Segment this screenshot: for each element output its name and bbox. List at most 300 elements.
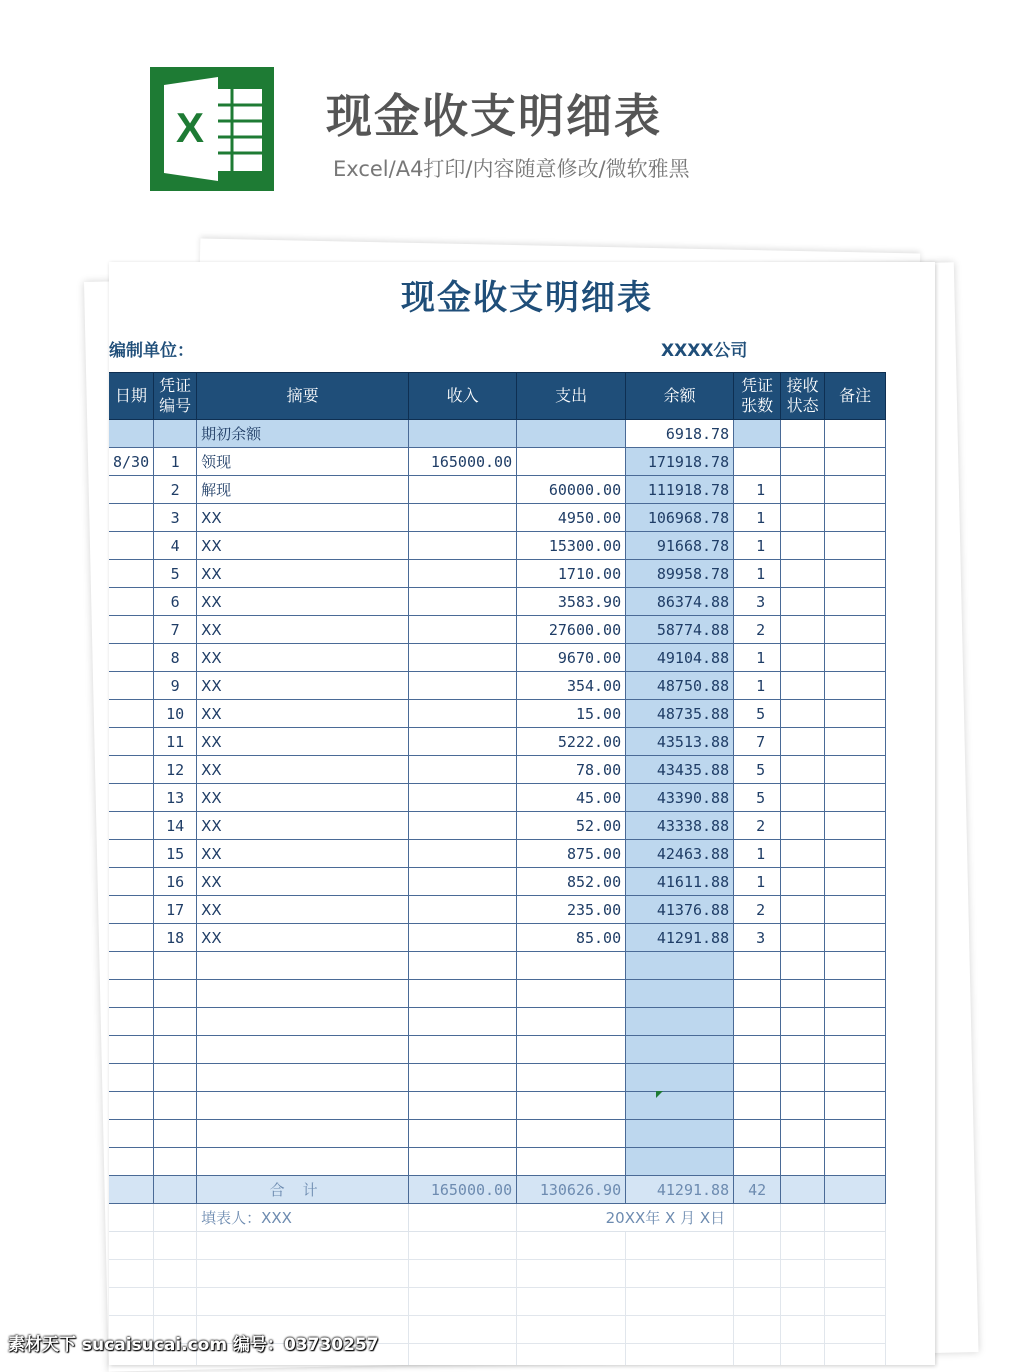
cell[interactable]	[517, 420, 626, 448]
date-cell[interactable]	[109, 700, 154, 728]
cell[interactable]	[409, 420, 517, 448]
cell[interactable]	[781, 644, 825, 672]
total-income-cell[interactable]: 165000.00	[409, 1176, 517, 1204]
no-cell[interactable]: 11	[154, 728, 197, 756]
cell[interactable]	[409, 1344, 517, 1366]
cell[interactable]	[626, 1092, 734, 1120]
cell[interactable]	[154, 1176, 197, 1204]
cell[interactable]	[409, 1036, 517, 1064]
count-cell[interactable]: 1	[734, 672, 781, 700]
cell[interactable]	[626, 1036, 734, 1064]
cell[interactable]	[626, 1260, 734, 1288]
cell[interactable]	[781, 616, 825, 644]
cell[interactable]	[517, 1092, 626, 1120]
cell[interactable]	[781, 1316, 825, 1344]
cell[interactable]	[109, 1008, 154, 1036]
cell[interactable]	[154, 1148, 197, 1176]
expense-cell[interactable]: 5222.00	[517, 728, 626, 756]
cell[interactable]	[825, 1036, 886, 1064]
date-cell[interactable]	[109, 504, 154, 532]
date-cell[interactable]	[109, 476, 154, 504]
cell[interactable]	[517, 1008, 626, 1036]
desc-cell[interactable]: XX	[197, 924, 409, 952]
cell[interactable]	[409, 1316, 517, 1344]
total-label-cell[interactable]: 合计	[197, 1176, 409, 1204]
cell[interactable]	[626, 1232, 734, 1260]
cell[interactable]	[197, 1232, 409, 1260]
no-cell[interactable]: 17	[154, 896, 197, 924]
cell[interactable]	[109, 1176, 154, 1204]
balance-cell[interactable]: 43390.88	[626, 784, 734, 812]
date-cell[interactable]	[109, 616, 154, 644]
cell[interactable]	[825, 1344, 886, 1366]
cell[interactable]	[517, 1316, 626, 1344]
cell[interactable]	[109, 1120, 154, 1148]
balance-cell[interactable]: 48735.88	[626, 700, 734, 728]
cell[interactable]	[409, 1064, 517, 1092]
desc-cell[interactable]: XX	[197, 756, 409, 784]
cell[interactable]	[197, 1148, 409, 1176]
cell[interactable]	[197, 1092, 409, 1120]
cell[interactable]	[781, 1008, 825, 1036]
desc-cell[interactable]: XX	[197, 700, 409, 728]
cell[interactable]	[825, 980, 886, 1008]
cell[interactable]	[781, 476, 825, 504]
count-cell[interactable]: 2	[734, 896, 781, 924]
cell[interactable]	[781, 448, 825, 476]
cell[interactable]	[734, 1036, 781, 1064]
cell[interactable]	[517, 1064, 626, 1092]
cell[interactable]	[109, 1204, 154, 1232]
cell[interactable]	[825, 756, 886, 784]
count-cell[interactable]: 1	[734, 868, 781, 896]
cell[interactable]	[825, 560, 886, 588]
cell[interactable]	[197, 952, 409, 980]
cell[interactable]	[825, 700, 886, 728]
cell[interactable]	[197, 1008, 409, 1036]
cell[interactable]	[197, 1288, 409, 1316]
income-cell[interactable]	[409, 532, 517, 560]
cell[interactable]	[109, 1092, 154, 1120]
balance-cell[interactable]: 111918.78	[626, 476, 734, 504]
cell[interactable]	[409, 1120, 517, 1148]
cell[interactable]	[154, 1008, 197, 1036]
cell[interactable]	[825, 896, 886, 924]
cell[interactable]	[517, 1036, 626, 1064]
no-cell[interactable]: 13	[154, 784, 197, 812]
cell[interactable]	[197, 1036, 409, 1064]
cell[interactable]	[734, 1316, 781, 1344]
cell[interactable]	[825, 868, 886, 896]
balance-cell[interactable]: 91668.78	[626, 532, 734, 560]
date-cell[interactable]	[109, 728, 154, 756]
cell[interactable]	[734, 1288, 781, 1316]
no-cell[interactable]: 14	[154, 812, 197, 840]
cell[interactable]	[781, 1288, 825, 1316]
balance-cell[interactable]: 43338.88	[626, 812, 734, 840]
income-cell[interactable]	[409, 896, 517, 924]
cell[interactable]	[825, 588, 886, 616]
cell[interactable]	[825, 532, 886, 560]
cell[interactable]	[626, 1120, 734, 1148]
no-cell[interactable]: 16	[154, 868, 197, 896]
preparer-cell[interactable]: 填表人：XXX	[197, 1204, 409, 1232]
no-cell[interactable]: 9	[154, 672, 197, 700]
no-cell[interactable]: 12	[154, 756, 197, 784]
desc-cell[interactable]: 解现	[197, 476, 409, 504]
cell[interactable]	[109, 1148, 154, 1176]
cell[interactable]	[734, 1260, 781, 1288]
cell[interactable]	[825, 1064, 886, 1092]
expense-cell[interactable]: 354.00	[517, 672, 626, 700]
income-cell[interactable]: 165000.00	[409, 448, 517, 476]
cell[interactable]	[781, 1148, 825, 1176]
count-cell[interactable]: 5	[734, 700, 781, 728]
balance-cell[interactable]: 42463.88	[626, 840, 734, 868]
count-cell[interactable]	[734, 448, 781, 476]
count-cell[interactable]: 2	[734, 812, 781, 840]
desc-cell[interactable]: 领现	[197, 448, 409, 476]
cell[interactable]	[734, 1064, 781, 1092]
income-cell[interactable]	[409, 476, 517, 504]
date-cell[interactable]	[109, 756, 154, 784]
cell[interactable]	[825, 1120, 886, 1148]
balance-cell[interactable]: 49104.88	[626, 644, 734, 672]
cell[interactable]	[109, 952, 154, 980]
cell[interactable]	[626, 1316, 734, 1344]
cell[interactable]	[409, 1008, 517, 1036]
expense-cell[interactable]: 15.00	[517, 700, 626, 728]
count-cell[interactable]: 5	[734, 784, 781, 812]
desc-cell[interactable]: XX	[197, 560, 409, 588]
count-cell[interactable]: 1	[734, 840, 781, 868]
count-cell[interactable]: 1	[734, 476, 781, 504]
expense-cell[interactable]: 875.00	[517, 840, 626, 868]
cell[interactable]	[825, 1092, 886, 1120]
cell[interactable]	[781, 980, 825, 1008]
cell[interactable]	[626, 1064, 734, 1092]
cell[interactable]	[825, 1232, 886, 1260]
income-cell[interactable]	[409, 868, 517, 896]
expense-cell[interactable]: 1710.00	[517, 560, 626, 588]
cell[interactable]	[825, 812, 886, 840]
cell[interactable]	[734, 1204, 781, 1232]
no-cell[interactable]: 8	[154, 644, 197, 672]
cell[interactable]	[825, 1148, 886, 1176]
desc-cell[interactable]: XX	[197, 588, 409, 616]
cell[interactable]	[197, 1120, 409, 1148]
desc-cell[interactable]: XX	[197, 840, 409, 868]
cell[interactable]	[781, 560, 825, 588]
col-header-date[interactable]: 日期	[109, 373, 154, 420]
cell[interactable]	[109, 1260, 154, 1288]
cell[interactable]	[825, 672, 886, 700]
income-cell[interactable]	[409, 924, 517, 952]
cell[interactable]	[781, 1120, 825, 1148]
cell[interactable]	[781, 1232, 825, 1260]
cell[interactable]	[409, 1148, 517, 1176]
cell[interactable]	[825, 448, 886, 476]
cell[interactable]	[781, 1260, 825, 1288]
opening-desc-cell[interactable]: 期初余额	[197, 420, 409, 448]
date-cell[interactable]	[109, 560, 154, 588]
desc-cell[interactable]: XX	[197, 896, 409, 924]
footer-date-cell[interactable]: 20XX年 X 月 X日	[517, 1204, 734, 1232]
expense-cell[interactable]: 4950.00	[517, 504, 626, 532]
balance-cell[interactable]: 171918.78	[626, 448, 734, 476]
balance-cell[interactable]: 48750.88	[626, 672, 734, 700]
desc-cell[interactable]: XX	[197, 644, 409, 672]
cell[interactable]	[825, 616, 886, 644]
cell[interactable]	[109, 1288, 154, 1316]
date-cell[interactable]	[109, 644, 154, 672]
date-cell[interactable]	[109, 532, 154, 560]
col-header-voucher-count[interactable]: 凭证 张数	[734, 373, 781, 420]
cell[interactable]	[825, 644, 886, 672]
cell[interactable]	[626, 1148, 734, 1176]
cell[interactable]	[517, 1260, 626, 1288]
cell[interactable]	[781, 840, 825, 868]
cell[interactable]	[154, 1288, 197, 1316]
cell[interactable]	[409, 1232, 517, 1260]
cell[interactable]	[781, 924, 825, 952]
cell[interactable]	[781, 728, 825, 756]
total-expense-cell[interactable]: 130626.90	[517, 1176, 626, 1204]
cell[interactable]	[825, 1204, 886, 1232]
cell[interactable]	[197, 1064, 409, 1092]
count-cell[interactable]: 1	[734, 560, 781, 588]
cell[interactable]	[825, 420, 886, 448]
cell[interactable]	[781, 1176, 825, 1204]
balance-cell[interactable]: 106968.78	[626, 504, 734, 532]
cell[interactable]	[825, 1008, 886, 1036]
cell[interactable]	[781, 868, 825, 896]
col-header-summary[interactable]: 摘要	[197, 373, 409, 420]
cell[interactable]	[781, 1036, 825, 1064]
col-header-note[interactable]: 备注	[825, 373, 886, 420]
cell[interactable]	[109, 980, 154, 1008]
cell[interactable]	[517, 1288, 626, 1316]
cell[interactable]	[154, 980, 197, 1008]
count-cell[interactable]: 1	[734, 504, 781, 532]
cell[interactable]	[154, 1204, 197, 1232]
cell[interactable]	[825, 1316, 886, 1344]
cell[interactable]	[825, 784, 886, 812]
cell[interactable]	[734, 1148, 781, 1176]
cell[interactable]	[781, 1064, 825, 1092]
cell[interactable]	[154, 1120, 197, 1148]
balance-cell[interactable]: 41376.88	[626, 896, 734, 924]
income-cell[interactable]	[409, 672, 517, 700]
cell[interactable]	[109, 420, 154, 448]
income-cell[interactable]	[409, 560, 517, 588]
balance-cell[interactable]: 41611.88	[626, 868, 734, 896]
opening-balance-cell[interactable]: 6918.78	[626, 420, 734, 448]
cell[interactable]	[734, 420, 781, 448]
cell[interactable]	[409, 1204, 517, 1232]
balance-cell[interactable]: 43513.88	[626, 728, 734, 756]
no-cell[interactable]: 18	[154, 924, 197, 952]
cell[interactable]	[825, 476, 886, 504]
cell[interactable]	[154, 1036, 197, 1064]
cell[interactable]	[517, 1232, 626, 1260]
cell[interactable]	[781, 896, 825, 924]
cell[interactable]	[781, 1204, 825, 1232]
cell[interactable]	[825, 840, 886, 868]
expense-cell[interactable]: 60000.00	[517, 476, 626, 504]
expense-cell[interactable]: 85.00	[517, 924, 626, 952]
cell[interactable]	[409, 1092, 517, 1120]
col-header-income[interactable]: 收入	[409, 373, 517, 420]
desc-cell[interactable]: XX	[197, 504, 409, 532]
cell[interactable]	[781, 1344, 825, 1366]
expense-cell[interactable]: 45.00	[517, 784, 626, 812]
cell[interactable]	[734, 1008, 781, 1036]
cell[interactable]	[626, 1008, 734, 1036]
expense-cell[interactable]: 78.00	[517, 756, 626, 784]
cell[interactable]	[626, 1288, 734, 1316]
col-header-expense[interactable]: 支出	[517, 373, 626, 420]
expense-cell[interactable]: 52.00	[517, 812, 626, 840]
no-cell[interactable]: 2	[154, 476, 197, 504]
no-cell[interactable]: 10	[154, 700, 197, 728]
expense-cell[interactable]: 235.00	[517, 896, 626, 924]
cell[interactable]	[781, 812, 825, 840]
cell[interactable]	[781, 504, 825, 532]
cell[interactable]	[154, 1232, 197, 1260]
desc-cell[interactable]: XX	[197, 532, 409, 560]
date-cell[interactable]	[109, 812, 154, 840]
no-cell[interactable]: 1	[154, 448, 197, 476]
expense-cell[interactable]: 9670.00	[517, 644, 626, 672]
count-cell[interactable]: 5	[734, 756, 781, 784]
cell[interactable]	[825, 1288, 886, 1316]
cell[interactable]	[781, 952, 825, 980]
cell[interactable]	[781, 588, 825, 616]
cell[interactable]	[154, 952, 197, 980]
cell[interactable]	[825, 1260, 886, 1288]
desc-cell[interactable]: XX	[197, 868, 409, 896]
cell[interactable]	[825, 504, 886, 532]
income-cell[interactable]	[409, 616, 517, 644]
cell[interactable]	[825, 952, 886, 980]
cell[interactable]	[781, 700, 825, 728]
cell[interactable]	[626, 980, 734, 1008]
no-cell[interactable]: 3	[154, 504, 197, 532]
cell[interactable]	[109, 1064, 154, 1092]
cell[interactable]	[734, 1120, 781, 1148]
expense-cell[interactable]: 15300.00	[517, 532, 626, 560]
cell[interactable]	[409, 952, 517, 980]
cell[interactable]	[781, 784, 825, 812]
expense-cell[interactable]: 3583.90	[517, 588, 626, 616]
cell[interactable]	[109, 1036, 154, 1064]
cell[interactable]	[154, 1260, 197, 1288]
income-cell[interactable]	[409, 756, 517, 784]
count-cell[interactable]: 1	[734, 532, 781, 560]
date-cell[interactable]	[109, 868, 154, 896]
cell[interactable]	[734, 980, 781, 1008]
cell[interactable]	[409, 980, 517, 1008]
income-cell[interactable]	[409, 728, 517, 756]
expense-cell[interactable]: 852.00	[517, 868, 626, 896]
desc-cell[interactable]: XX	[197, 728, 409, 756]
cell[interactable]	[825, 728, 886, 756]
cell[interactable]	[781, 1092, 825, 1120]
count-cell[interactable]: 7	[734, 728, 781, 756]
col-header-status[interactable]: 接收 状态	[781, 373, 825, 420]
no-cell[interactable]: 7	[154, 616, 197, 644]
count-cell[interactable]: 1	[734, 644, 781, 672]
cell[interactable]	[734, 1092, 781, 1120]
income-cell[interactable]	[409, 644, 517, 672]
cell[interactable]	[154, 1064, 197, 1092]
income-cell[interactable]	[409, 812, 517, 840]
cell[interactable]	[781, 672, 825, 700]
date-cell[interactable]: 8/30	[109, 448, 154, 476]
cell[interactable]	[409, 1260, 517, 1288]
cell[interactable]	[409, 1288, 517, 1316]
cell[interactable]	[734, 952, 781, 980]
income-cell[interactable]	[409, 700, 517, 728]
count-cell[interactable]: 3	[734, 924, 781, 952]
cell[interactable]	[517, 1120, 626, 1148]
cell[interactable]	[781, 756, 825, 784]
cell[interactable]	[626, 952, 734, 980]
cell[interactable]	[781, 532, 825, 560]
balance-cell[interactable]: 43435.88	[626, 756, 734, 784]
date-cell[interactable]	[109, 896, 154, 924]
balance-cell[interactable]: 89958.78	[626, 560, 734, 588]
date-cell[interactable]	[109, 840, 154, 868]
cell[interactable]	[154, 1092, 197, 1120]
cell[interactable]	[517, 1344, 626, 1366]
no-cell[interactable]: 4	[154, 532, 197, 560]
cell[interactable]	[154, 420, 197, 448]
date-cell[interactable]	[109, 784, 154, 812]
cell[interactable]	[734, 1232, 781, 1260]
total-balance-cell[interactable]: 41291.88	[626, 1176, 734, 1204]
income-cell[interactable]	[409, 840, 517, 868]
balance-cell[interactable]: 41291.88	[626, 924, 734, 952]
desc-cell[interactable]: XX	[197, 812, 409, 840]
income-cell[interactable]	[409, 784, 517, 812]
expense-cell[interactable]	[517, 448, 626, 476]
cell[interactable]	[825, 1176, 886, 1204]
cell[interactable]	[781, 420, 825, 448]
total-count-cell[interactable]: 42	[734, 1176, 781, 1204]
cell[interactable]	[626, 1344, 734, 1366]
date-cell[interactable]	[109, 672, 154, 700]
desc-cell[interactable]: XX	[197, 616, 409, 644]
cell[interactable]	[517, 1148, 626, 1176]
col-header-balance[interactable]: 余额	[626, 373, 734, 420]
expense-cell[interactable]: 27600.00	[517, 616, 626, 644]
income-cell[interactable]	[409, 588, 517, 616]
date-cell[interactable]	[109, 588, 154, 616]
no-cell[interactable]: 15	[154, 840, 197, 868]
cell[interactable]	[517, 952, 626, 980]
count-cell[interactable]: 2	[734, 616, 781, 644]
desc-cell[interactable]: XX	[197, 784, 409, 812]
income-cell[interactable]	[409, 504, 517, 532]
cell[interactable]	[734, 1344, 781, 1366]
desc-cell[interactable]: XX	[197, 672, 409, 700]
balance-cell[interactable]: 58774.88	[626, 616, 734, 644]
cell[interactable]	[825, 924, 886, 952]
no-cell[interactable]: 5	[154, 560, 197, 588]
cell[interactable]	[197, 1260, 409, 1288]
